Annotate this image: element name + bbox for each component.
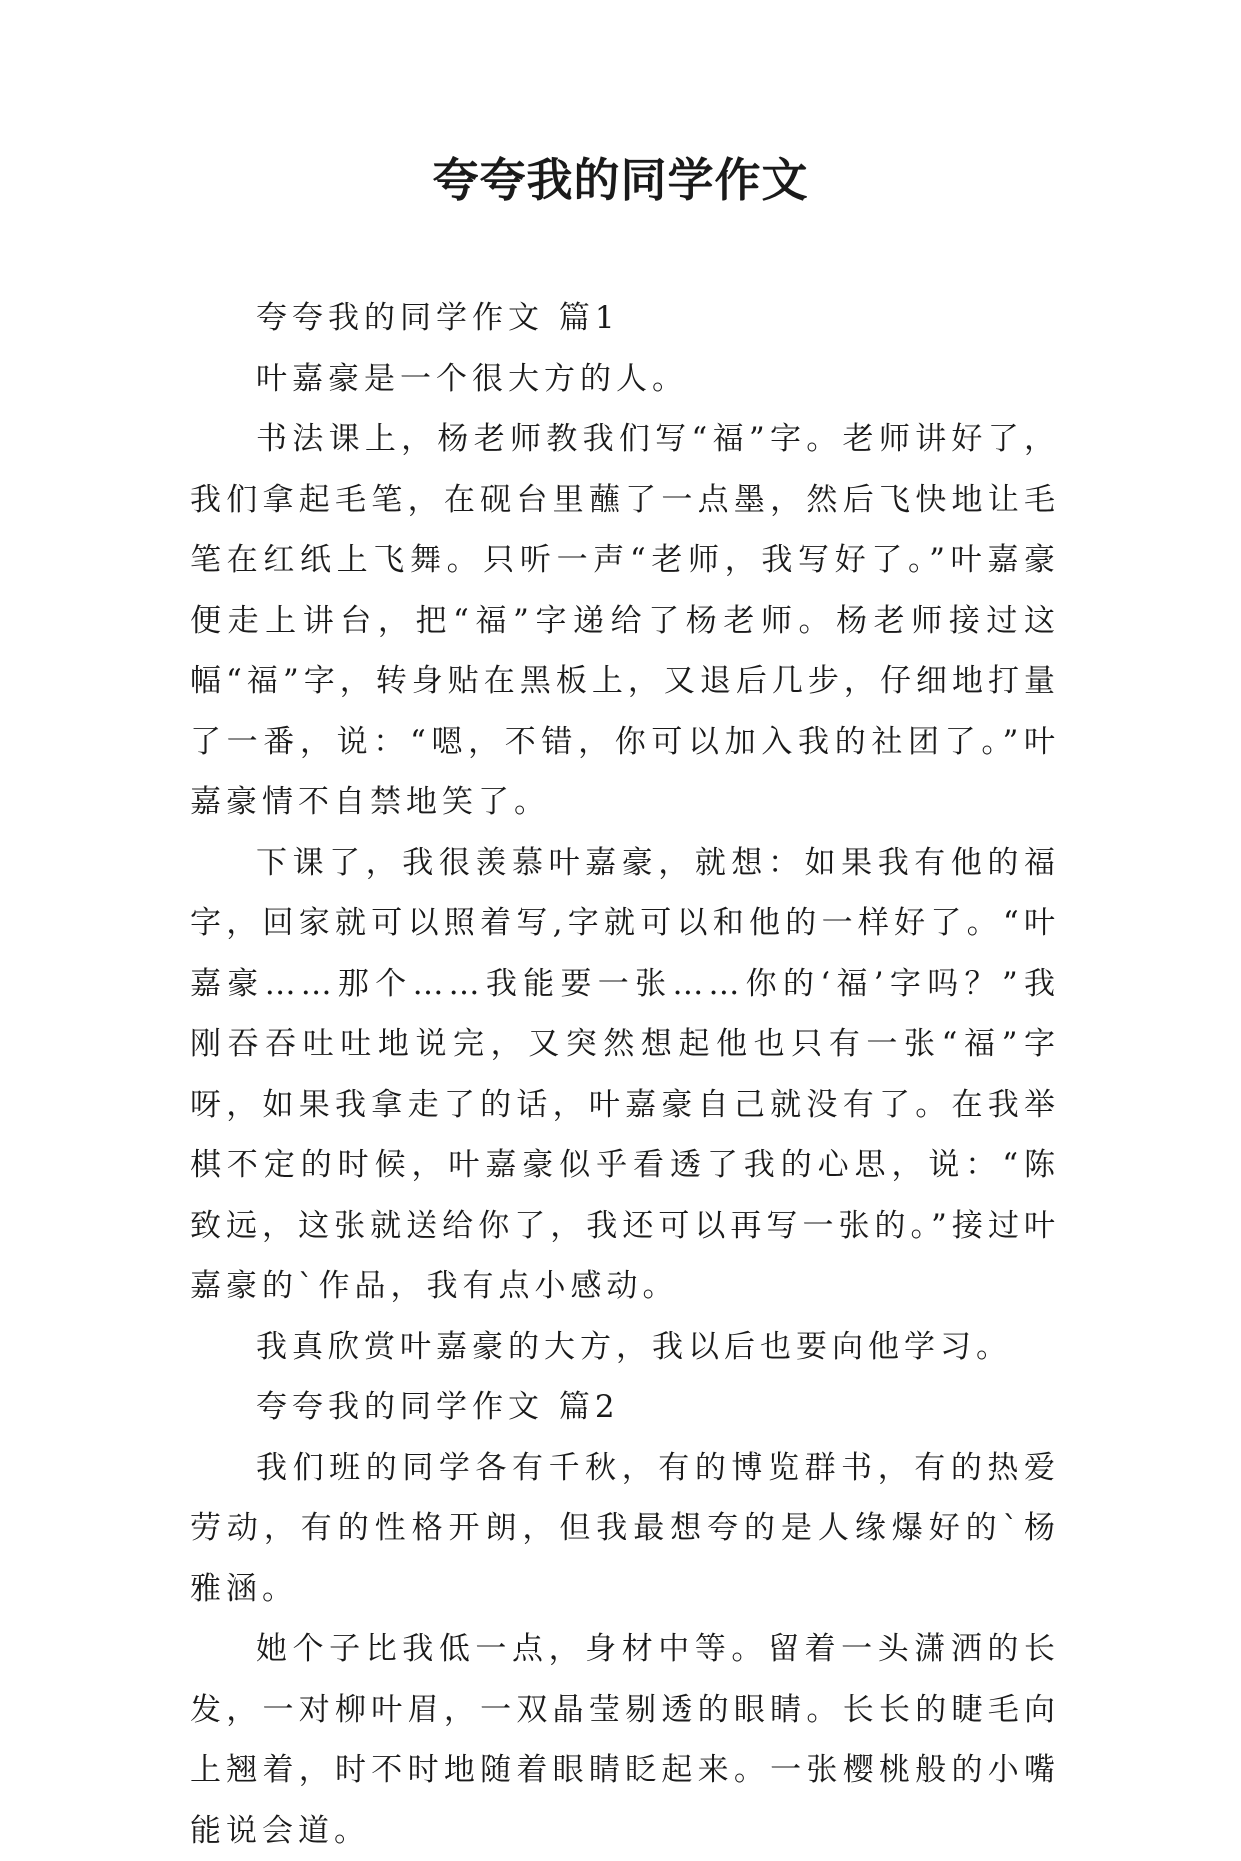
paragraph: 叶嘉豪是一个很大方的人。 bbox=[256, 360, 688, 397]
section-heading-2: 夸夸我的同学作文 篇2 bbox=[256, 1389, 620, 1425]
document-title: 夸夸我的同学作文 bbox=[432, 153, 809, 207]
paragraph: 她个子比我低一点，身材中等。留着一头潇洒的长发，一对柳叶眉，一双晶莹剔透的眼睛。长长的睫毛向上翘着，时不时地随着眼睛眨起来。一张樱桃般的小嘴能说会道。 bbox=[190, 1631, 1060, 1849]
paragraph: 书法课上，杨老师教我们写“福”字。老师讲好了，我们拿起毛笔，在砚台里蘸了一点墨，然后飞快地让毛笔在红纸上飞舞。只听一声“老师，我写好了。”叶嘉豪便走上讲台，把“福”字递给了杨老师。杨老师接过这幅“福”字，转身贴在黑板上，又退后几步，仔细地打量了一番，说：“嗯，不错，你可以加入我的社团了。”叶嘉豪情不自禁地笑了。 bbox=[190, 421, 1060, 820]
paragraph: 我真欣赏叶嘉豪的大方，我以后也要向他学习。 bbox=[256, 1328, 1012, 1365]
paragraph: 我们班的同学各有千秋，有的博览群书，有的热爱劳动，有的性格开朗，但我最想夸的是人缘爆好的`杨雅涵。 bbox=[190, 1449, 1060, 1607]
document-body bbox=[190, 288, 1060, 1861]
paragraph: 下课了，我很羡慕叶嘉豪，就想：如果我有他的福字，回家就可以照着写,字就可以和他的一样好了。“叶嘉豪……那个……我能要一张……你的‘福’字吗？”我刚吞吞吐吐地说完，又突然想起他也只有一张“福”字呀，如果我拿走了的话，叶嘉豪自己就没有了。在我举棋不定的时候，叶嘉豪似乎看透了我的心思，说：“陈致远，这张就送给你了，我还可以再写一张的。”接过叶嘉豪的`作品，我有点小感动。 bbox=[190, 844, 1060, 1304]
section-heading-1: 夸夸我的同学作文 篇1 bbox=[256, 300, 620, 336]
